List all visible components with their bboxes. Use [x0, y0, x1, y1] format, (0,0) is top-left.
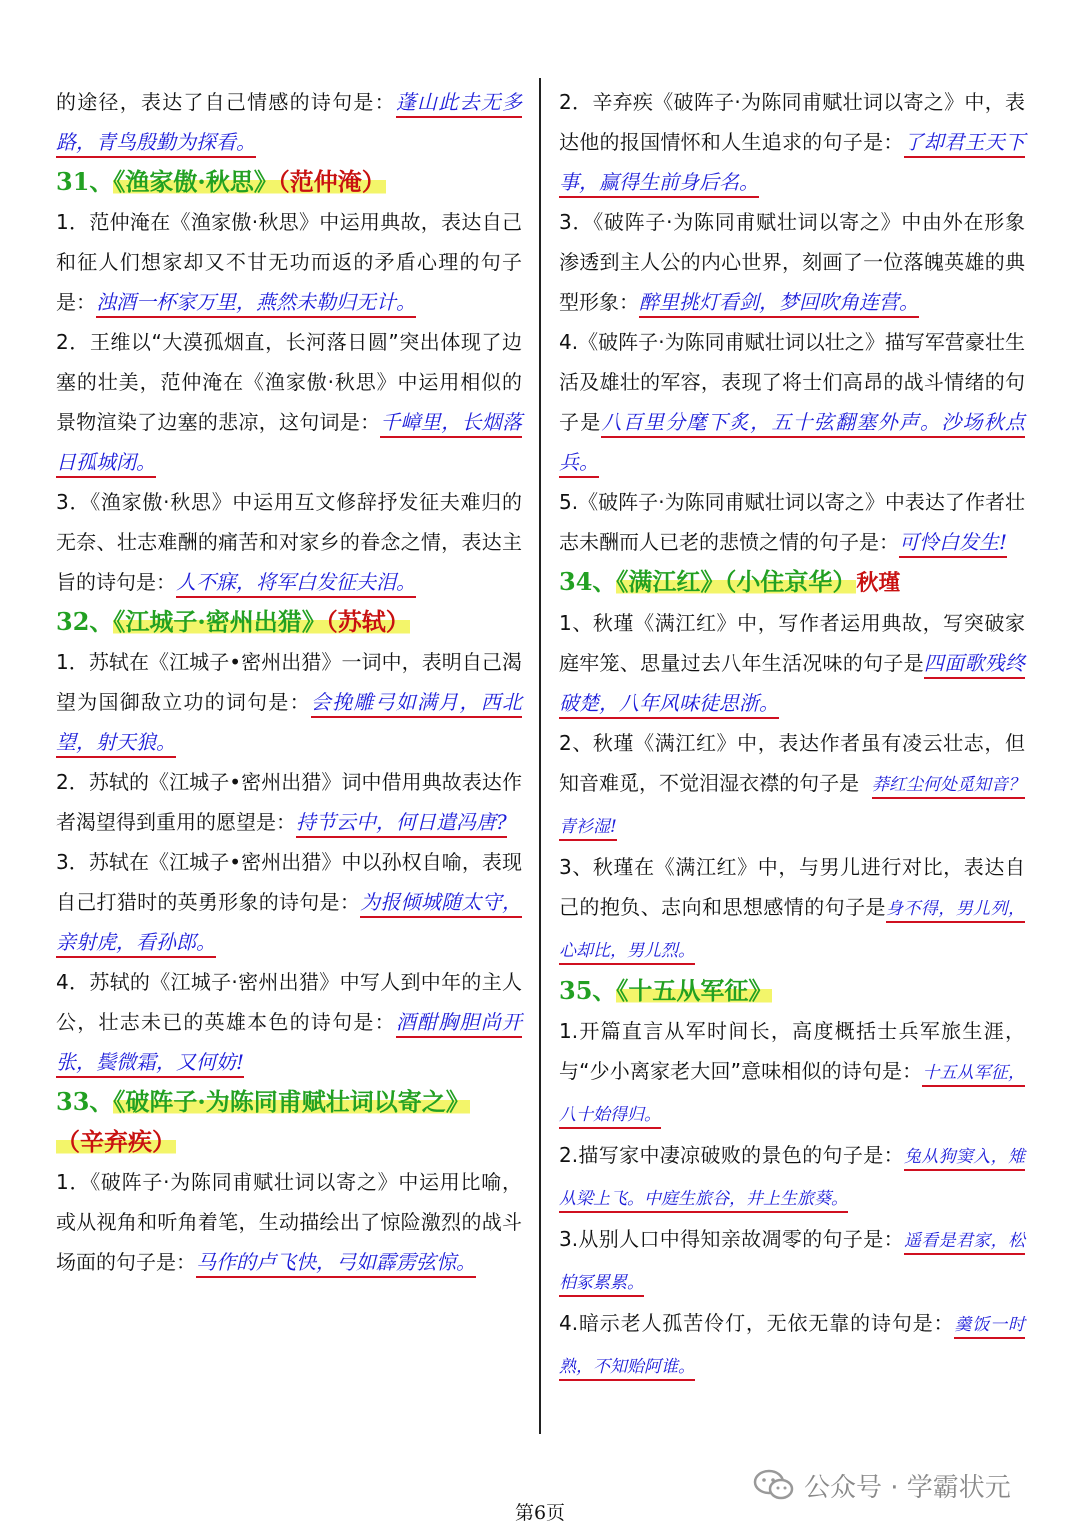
page-number: 第6页	[514, 1502, 566, 1524]
right-column	[559, 82, 1025, 1387]
answer: 人不寐，将军白发征夫泪。	[176, 570, 416, 598]
question: 1．苏轼在《江城子•密州出猎》一词中，表明自己渴望为国御敌立功的词句是：会挽雕弓如满月，西北望，射天狼。	[56, 642, 522, 762]
question: 2．苏轼的《江城子•密州出猎》词中借用典故表达作者渴望得到重用的愿望是：持节云中，何日遣冯唐?	[56, 762, 522, 842]
section-heading-33: 33、《破阵子·为陈同甫赋壮词以寄之》 （辛弃疾）	[56, 1087, 470, 1156]
answer: 会挽雕弓如满月，西北望，射天狼。	[56, 690, 522, 758]
answer: 千嶂里，长烟落日孤城闭。	[56, 410, 522, 478]
question: 4.《破阵子·为陈同甫赋壮词以壮之》描写军营豪壮生活及雄壮的军容，表现了将士们高昂的战斗情绪的句子是八百里分麾下炙，五十弦翻塞外声。沙场秋点兵。	[559, 322, 1025, 482]
left-column	[56, 82, 522, 1282]
question: 2、秋瑾《满江红》中，表达作者虽有凌云壮志，但知音难觅，不觉泪湿衣襟的句子是 莽红尘何处觅知音？青衫湿!	[559, 723, 1025, 847]
answer: 十五从军征，八十始得归。	[559, 1063, 1025, 1129]
question: 1.开篇直言从军时间长，高度概括士兵军旅生涯，与“少小离家老大回”意味相似的诗句是：十五从军征，八十始得归。	[559, 1011, 1025, 1135]
answer: 遥看是君家，松柏冢累累。	[559, 1231, 1025, 1297]
answer: 醉里挑灯看剑，梦回吹角连营。	[639, 290, 919, 318]
answer: 为报倾城随太守，亲射虎，看孙郎。	[56, 890, 522, 958]
answer: 身不得，男儿列，心却比，男儿烈。	[559, 899, 1025, 965]
question: 3.从别人口中得知亲故凋零的句子是：遥看是君家，松柏冢累累。	[559, 1219, 1025, 1303]
question: 2．辛弃疾《破阵子·为陈同甫赋壮词以寄之》中，表达他的报国情怀和人生追求的句子是：了却君王天下事，赢得生前身后名。	[559, 82, 1025, 202]
section-title: 《江城子·密州出猎》	[113, 607, 326, 636]
answer: 八百里分麾下炙，五十弦翻塞外声。沙场秋点兵。	[559, 410, 1025, 478]
answer: 酒酣胸胆尚开张，鬓微霜，又何妨!	[56, 1010, 522, 1078]
section-title: 《满江红》（小住京华）	[616, 567, 857, 596]
question: 4.暗示老人孤苦伶仃，无依无靠的诗句是：羹饭一时熟，不知贻阿谁。	[559, 1303, 1025, 1387]
answer: 蓬山此去无多路，青鸟殷勤为探看。	[56, 90, 522, 158]
section-title: 《十五从军征》	[616, 976, 773, 1005]
answer: 持节云中，何日遣冯唐?	[296, 810, 507, 838]
answer: 可怜白发生!	[899, 530, 1007, 558]
question: 3．《渔家傲·秋思》中运用互文修辞抒发征夫难归的无奈、壮志难酬的痛苦和对家乡的眷念之情，表达主旨的诗句是：人不寐，将军白发征夫泪。	[56, 482, 522, 602]
answer: 莽红尘何处觅知音？青衫湿!	[559, 775, 1025, 841]
question: 1．范仲淹在《渔家傲·秋思》中运用典故，表达自己和征人们想家却又不甘无功而返的矛盾心理的句子是：浊酒一杯家万里，燕然未勒归无计。	[56, 202, 522, 322]
answer: 马作的卢飞快，弓如霹雳弦惊。	[196, 1250, 476, 1278]
answer: 四面歌残终破楚，八年风味徒思浙。	[559, 651, 1025, 719]
section-author: （辛弃疾）	[56, 1127, 176, 1156]
section-heading-35: 35、《十五从军征》	[559, 976, 773, 1005]
section-title: 《破阵子·为陈同甫赋壮词以寄之》	[113, 1087, 470, 1116]
question: 3．苏轼在《江城子•密州出猎》中以孙权自喻，表现自己打猎时的英勇形象的诗句是：为报倾城随太守，亲射虎，看孙郎。	[56, 842, 522, 962]
section-author: 秋瑾	[856, 570, 901, 596]
section-heading-34: 34、《满江红》（小住京华）秋瑾	[559, 567, 901, 596]
question: 1、秋瑾《满江红》中，写作者运用典故，写突破家庭牢笼、思量过去八年生活况味的句子是四面歌残终破楚，八年风味徒思浙。	[559, 603, 1025, 723]
question: 2．王维以“大漠孤烟直，长河落日圆”突出体现了边塞的壮美，范仲淹在《渔家傲·秋思》中运用相似的景物渲染了边塞的悲凉，这句词是：千嶂里，长烟落日孤城闭。	[56, 322, 522, 482]
question: 1．《破阵子·为陈同甫赋壮词以寄之》中运用比喻，或从视角和听角着笔，生动描绘出了惊险激烈的战斗场面的句子是：马作的卢飞快，弓如霹雳弦惊。	[56, 1162, 522, 1282]
section-title: 《渔家傲·秋思》	[113, 167, 278, 196]
answer: 兔从狗窦入，雉从梁上飞。中庭生旅谷，井上生旅葵。	[559, 1147, 1025, 1213]
question: 3．《破阵子·为陈同甫赋壮词以寄之》中由外在形象渗透到主人公的内心世界，刻画了一位落魄英雄的典型形象：醉里挑灯看剑，梦回吹角连营。	[559, 202, 1025, 322]
question: 4．苏轼的《江城子·密州出猎》中写人到中年的主人公，壮志未已的英雄本色的诗句是：酒酣胸胆尚开张，鬓微霜，又何妨!	[56, 962, 522, 1082]
section-heading-32: 32、《江城子·密州出猎》（苏轼）	[56, 607, 410, 636]
continued-question: 的途径，表达了自己情感的诗句是：蓬山此去无多路，青鸟殷勤为探看。	[56, 82, 522, 162]
question: 5.《破阵子·为陈同甫赋壮词以寄之》中表达了作者壮志未酬而人已老的悲愤之情的句子是：可怜白发生!	[559, 482, 1025, 562]
answer: 浊酒一杯家万里，燕然未勒归无计。	[96, 290, 416, 318]
column-divider	[539, 78, 541, 1434]
section-heading-31: 31、《渔家傲·秋思》（范仲淹）	[56, 167, 386, 196]
question: 3、秋瑾在《满江红》中，与男儿进行对比，表达自己的抱负、志向和思想感情的句子是身不得，男儿列，心却比，男儿烈。	[559, 847, 1025, 971]
section-author: （苏轼）	[325, 607, 410, 636]
wechat-icon	[752, 1468, 796, 1502]
question: 2.描写家中凄凉破败的景色的句子是：兔从狗窦入，雉从梁上飞。中庭生旅谷，井上生旅葵。	[559, 1135, 1025, 1219]
section-author: （范仲淹）	[277, 167, 386, 196]
watermark-text: 公众号 · 学霸状元	[804, 1472, 1011, 1503]
answer: 了却君王天下事，赢得生前身后名。	[559, 130, 1025, 198]
answer: 羹饭一时熟，不知贻阿谁。	[559, 1315, 1025, 1381]
